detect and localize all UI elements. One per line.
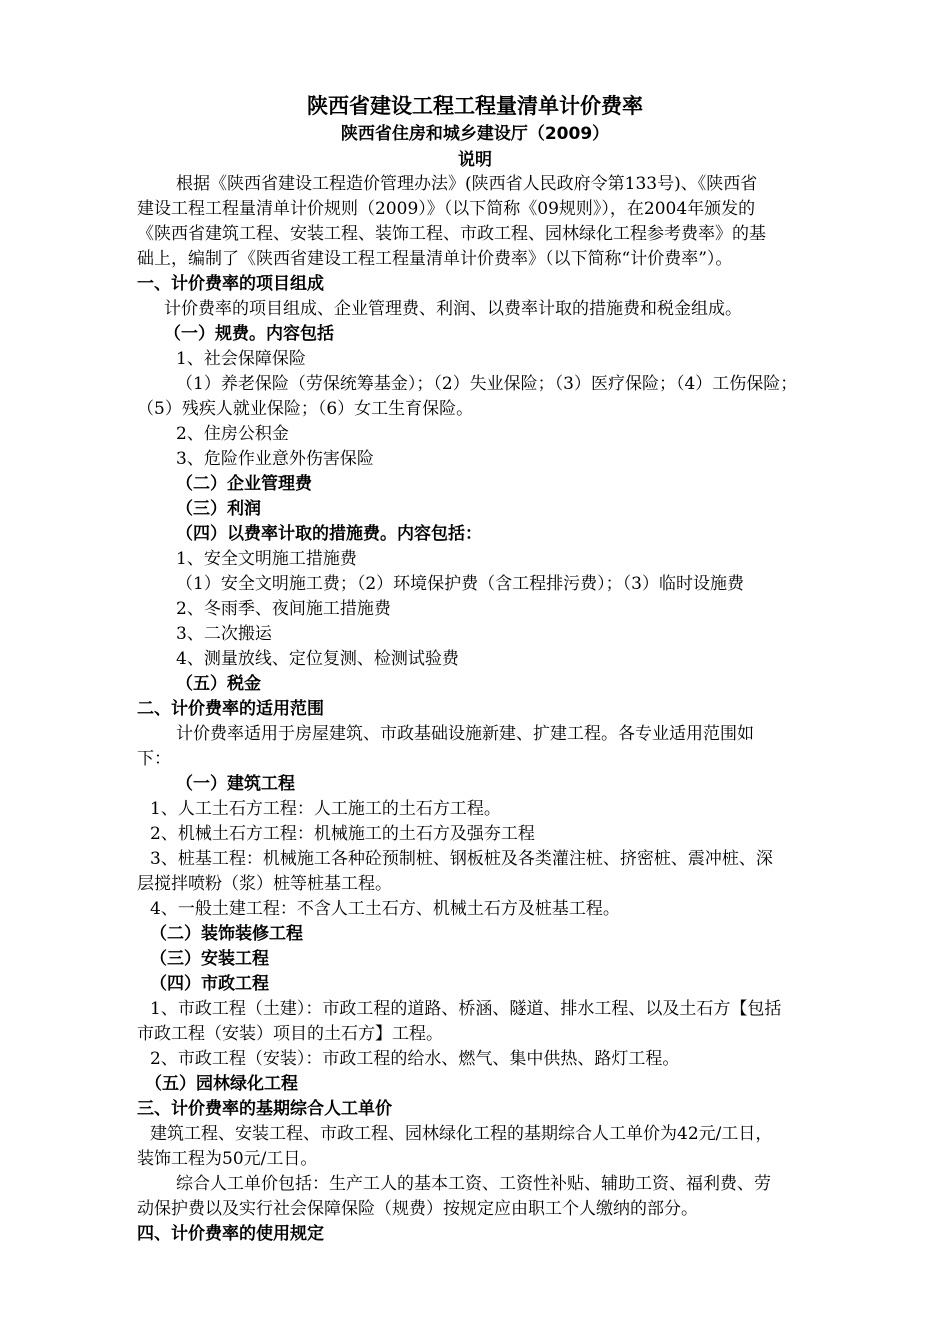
- paragraph-line: 础上，编制了《陕西省建设工程工程量清单计价费率》（以下简称“计价费率”）。: [137, 249, 733, 269]
- paragraph-line: 《陕西省建筑工程、安装工程、装饰工程、市政工程、园林绿化工程参考费率》的基: [137, 224, 766, 244]
- paragraph-line: 4、测量放线、定位复测、检测试验费: [176, 649, 459, 669]
- paragraph-line: 4、一般土建工程：不含人工土石方、机械土石方及桩基工程。: [150, 899, 620, 919]
- paragraph-line: 3、二次搬运: [176, 624, 272, 644]
- subsection-heading: （一）建筑工程: [176, 774, 295, 794]
- paragraph-line: 下：: [137, 749, 171, 769]
- subsection-heading: （五）税金: [176, 674, 261, 694]
- paragraph-line: 1、市政工程（土建）：市政工程的道路、桥涵、隧道、排水工程、以及土石方【包括: [150, 999, 782, 1019]
- section-heading: 一、计价费率的项目组成: [137, 274, 324, 294]
- paragraph-line: 动保护费以及实行社会保障保险（规费）按规定应由职工个人缴纳的部分。: [137, 1199, 698, 1219]
- paragraph-line: 计价费率适用于房屋建筑、市政基础设施新建、扩建工程。各专业适用范围如: [176, 724, 754, 744]
- paragraph-line: 2、住房公积金: [176, 424, 289, 444]
- section-heading: 三、计价费率的基期综合人工单价: [137, 1099, 392, 1119]
- paragraph-line: 2、冬雨季、夜间施工措施费: [176, 599, 391, 619]
- subsection-heading: （四）以费率计取的措施费。内容包括：: [176, 524, 482, 544]
- paragraph-line: 市政工程（安装）项目的土石方】工程。: [137, 1024, 443, 1044]
- paragraph-line: 2、市政工程（安装）：市政工程的给水、燃气、集中供热、路灯工程。: [150, 1049, 680, 1069]
- paragraph-line: 综合人工单价包括：生产工人的基本工资、工资性补贴、辅助工资、福利费、劳: [176, 1174, 771, 1194]
- subsection-heading: （三）安装工程: [150, 949, 269, 969]
- paragraph-line: 根据《陕西省建设工程造价管理办法》(陕西省人民政府令第133号)、《陕西省: [176, 174, 758, 194]
- subsection-heading: （五）园林绿化工程: [145, 1074, 298, 1094]
- paragraph-line: （1）安全文明施工费；（2）环境保护费（含工程排污费）；（3）临时设施费: [176, 574, 744, 594]
- section-heading: 二、计价费率的适用范围: [137, 699, 324, 719]
- paragraph-line: 2、机械土石方工程：机械施工的土石方及强夯工程: [150, 824, 535, 844]
- doc-subtitle: 陕西省住房和城乡建设厅（2009）: [340, 124, 610, 144]
- paragraph-line: 装饰工程为50元/工日。: [137, 1149, 318, 1169]
- paragraph-line: 建设工程工程量清单计价规则（2009）》（以下简称《09规则》），在2004年颁发的: [137, 199, 756, 219]
- doc-heading: 说明: [458, 150, 492, 170]
- paragraph-line: 层搅拌喷粉（浆）桩等桩基工程。: [137, 874, 392, 894]
- paragraph-line: （5）残疾人就业保险；（6）女工生育保险。: [137, 399, 474, 419]
- paragraph-line: 3、危险作业意外伤害保险: [176, 449, 374, 469]
- doc-title: 陕西省建设工程工程量清单计价费率: [307, 94, 643, 118]
- paragraph-line: 1、社会保障保险: [176, 349, 306, 369]
- section-heading: 四、计价费率的使用规定: [137, 1224, 324, 1244]
- paragraph-line: （1）养老保险（劳保统筹基金）；（2）失业保险；（3）医疗保险；（4）工伤保险；: [176, 374, 798, 394]
- subsection-heading: （一）规费。内容包括: [164, 324, 334, 344]
- subsection-heading: （二）装饰装修工程: [150, 924, 303, 944]
- paragraph-line: 计价费率的项目组成、企业管理费、利润、以费率计取的措施费和税金组成。: [164, 299, 742, 319]
- subsection-heading: （二）企业管理费: [176, 474, 312, 494]
- subsection-heading: （四）市政工程: [150, 974, 269, 994]
- paragraph-line: 1、人工土石方工程：人工施工的土石方工程。: [150, 799, 501, 819]
- paragraph-line: 1、安全文明施工措施费: [176, 549, 357, 569]
- subsection-heading: （三）利润: [176, 499, 261, 519]
- paragraph-line: 3、桩基工程：机械施工各种砼预制桩、钢板桩及各类灌注桩、挤密桩、震冲桩、深: [150, 849, 773, 869]
- paragraph-line: 建筑工程、安装工程、市政工程、园林绿化工程的基期综合人工单价为42元/工日，: [150, 1124, 773, 1144]
